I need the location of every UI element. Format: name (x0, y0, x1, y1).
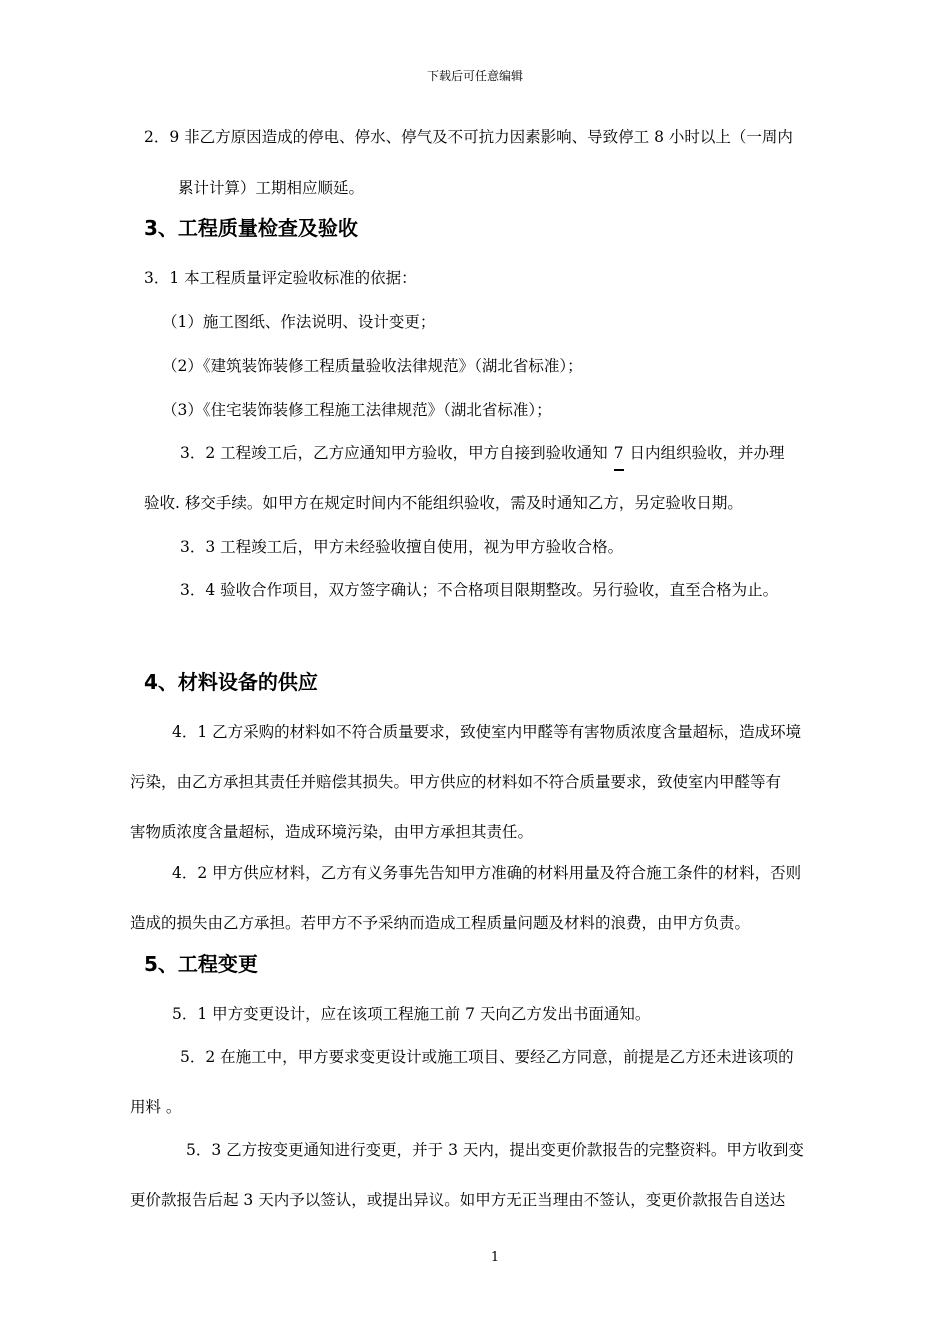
paragraph-2-9-line1: 2．9 非乙方原因造成的停电、停水、停气及不可抗力因素影响、导致停工 8 小时以上（一周内 (144, 128, 793, 146)
paragraph-3-2-text-a: 3．2 工程竣工后，乙方应通知甲方验收，甲方自接到验收通知 (180, 444, 608, 462)
paragraph-4-1-line1: 4．1 乙方采购的材料如不符合质量要求，致使室内甲醛等有害物质浓度含量超标，造成环境 (172, 723, 802, 741)
paragraph-3-3: 3．3 工程竣工后，甲方未经验收擅自使用，视为甲方验收合格。 (180, 538, 624, 556)
section-heading-3: 3、工程质量检查及验收 (144, 216, 358, 240)
page-header: 下载后可任意编辑 (426, 69, 523, 83)
paragraph-5-2-line2: 用料 。 (130, 1098, 182, 1116)
paragraph-2-9-line2: 累计计算）工期相应顺延。 (178, 179, 365, 197)
paragraph-3-2-text-b: 日内组织验收，并办理 (629, 444, 785, 462)
section-heading-5: 5、工程变更 (144, 952, 258, 976)
paragraph-5-2-line1: 5．2 在施工中，甲方要求变更设计或施工项目、要经乙方同意，前提是乙方还未进该项的 (180, 1048, 794, 1066)
paragraph-5-3-line2: 更价款报告后起 3 天内予以签认，或提出异议。如甲方无正当理由不签认，变更价款报告自送达 (130, 1191, 786, 1209)
list-item-3-1-3: （3）《住宅装饰装修工程施工法律规范》（湖北省标准）； (162, 401, 552, 419)
paragraph-5-3-line1: 5．3 乙方按变更通知进行变更，并于 3 天内，提出变更价款报告的完整资料。甲方收到变 (186, 1141, 804, 1159)
paragraph-3-2-line1 (180, 443, 785, 471)
paragraph-4-1-line3: 害物质浓度含量超标，造成环境污染，由甲方承担其责任。 (130, 823, 534, 841)
underlined-days-value: 7 (614, 443, 624, 471)
page-number: 1 (490, 1250, 500, 1265)
paragraph-3-4: 3．4 验收合作项目，双方签字确认；不合格项目限期整改。另行验收，直至合格为止。 (180, 581, 779, 599)
paragraph-5-1: 5．1 甲方变更设计，应在该项工程施工前 7 天向乙方发出书面通知。 (172, 1005, 651, 1023)
paragraph-3-1: 3．1 本工程质量评定验收标准的依据： (144, 269, 417, 287)
paragraph-3-2-line2: 验收. 移交手续。如甲方在规定时间内不能组织验收，需及时通知乙方，另定验收日期。 (144, 494, 743, 512)
paragraph-4-1-line2: 污染，由乙方承担其责任并赔偿其损失。甲方供应的材料如不符合质量要求，致使室内甲醛等有 (130, 773, 782, 791)
list-item-3-1-2: （2）《建筑装饰装修工程质量验收法律规范》（湖北省标准）； (162, 357, 583, 375)
paragraph-4-2-line2: 造成的损失由乙方承担。若甲方不予采纳而造成工程质量问题及材料的浪费，由甲方负责。 (130, 914, 751, 932)
list-item-3-1-1: （1）施工图纸、作法说明、设计变更； (162, 313, 436, 331)
section-heading-4: 4、材料设备的供应 (144, 670, 318, 694)
paragraph-4-2-line1: 4．2 甲方供应材料，乙方有义务事先告知甲方准确的材料用量及符合施工条件的材料，否则 (172, 864, 802, 882)
